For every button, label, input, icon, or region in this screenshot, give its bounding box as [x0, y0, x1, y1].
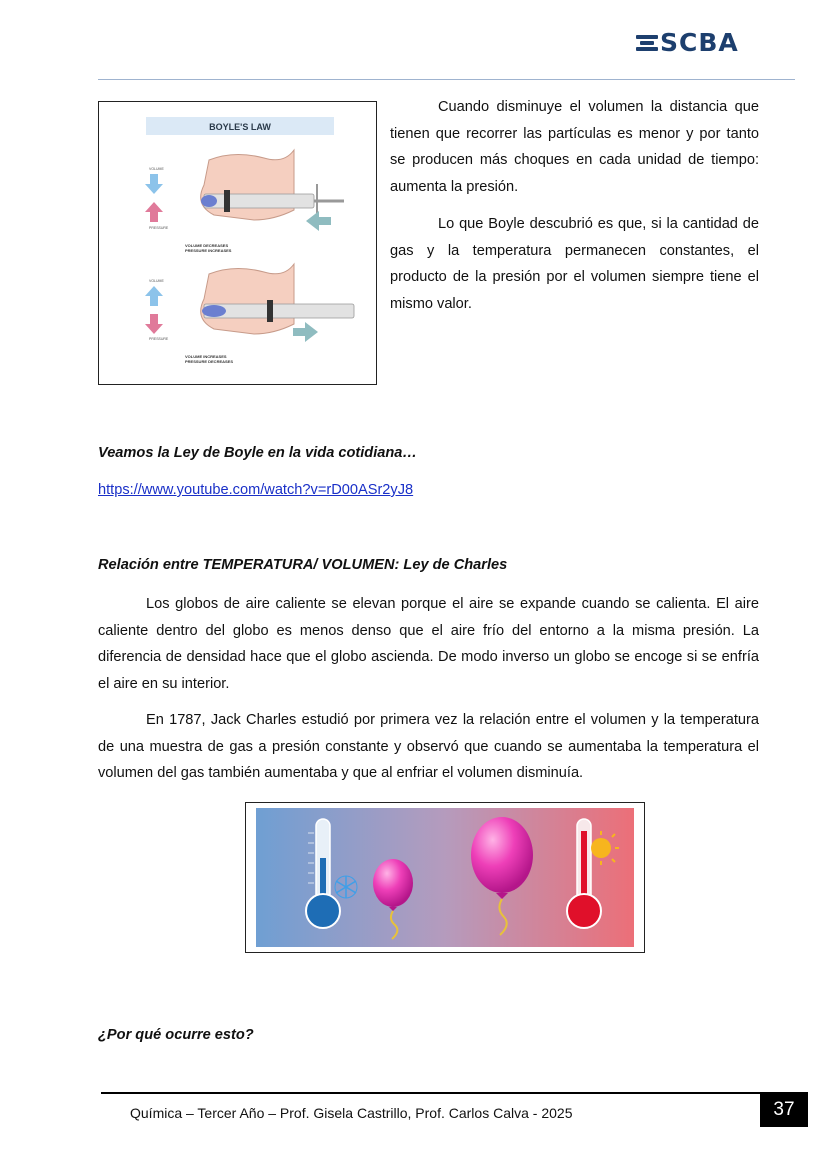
charles-law-illustration — [246, 803, 644, 952]
boyle-paragraph-1: Cuando disminuye el volumen la distancia que tienen que recorrer las partículas es menor y por tanto se producen más choques en cada unidad de tiempo: aumenta la presión. — [390, 99, 759, 195]
footer-text: Química – Tercer Año – Prof. Gisela Castrillo, Prof. Carlos Calva - 2025 — [130, 1105, 573, 1121]
logo-text: SCBA — [660, 28, 739, 57]
why-heading: ¿Por qué ocurre esto? — [98, 1027, 254, 1043]
charles-paragraph-1: Los globos de aire caliente se elevan porque el aire se expande cuando se calienta. El aire caliente dentro del globo es menos denso que el aire frío del entorno a la misma presión. La diferencia de densidad hace que el globo ascienda. De modo inverso un globo se encoge si se enfría el aire en su interior. — [98, 596, 759, 692]
scba-logo — [636, 30, 739, 56]
bottom-caption-line2: PRESSURE DECREASES — [185, 359, 234, 364]
bottom-caption-line1: VOLUME INCREASES — [185, 354, 227, 359]
pressure-up-arrow-icon — [145, 202, 163, 222]
page-number: 37 — [760, 1093, 808, 1127]
logo-bars-icon — [636, 33, 658, 53]
everyday-heading: Veamos la Ley de Boyle en la vida cotidiana… — [98, 445, 418, 461]
top-caption-line2: PRESSURE INCREASES — [185, 248, 232, 253]
bottom-pressure-label: PRESSURE — [149, 337, 169, 341]
bottom-volume-label: VOLUME — [149, 279, 164, 283]
charles-heading: Relación entre TEMPERATURA/ VOLUMEN: Ley de Charles — [98, 557, 508, 573]
footer-divider — [101, 1092, 808, 1094]
boyle-figure-title: BOYLE'S LAW — [209, 122, 271, 132]
volume-up-arrow-icon — [145, 286, 163, 306]
header-divider — [98, 79, 795, 80]
top-caption-line1: VOLUME DECREASES — [185, 243, 229, 248]
charles-paragraph-2: En 1787, Jack Charles estudió por primera vez la relación entre el volumen y la temperatura de una muestra de gas a presión constante y observó que cuando se aumentaba la temperatura el volumen del gas también aumentaba y que al enfriar el volumen disminuía. — [98, 712, 759, 781]
boyle-paragraph-2: Lo que Boyle descubrió es que, si la cantidad de gas y la temperatura permanecen constantes, el producto de la presión por el volumen siempre tiene el mismo valor. — [390, 216, 759, 312]
boyle-law-illustration — [99, 102, 376, 384]
charles-law-figure — [245, 802, 645, 953]
volume-down-arrow-icon — [145, 174, 163, 194]
top-pressure-label: PRESSURE — [149, 226, 169, 230]
youtube-link[interactable]: https://www.youtube.com/watch?v=rD00ASr2yJ8 — [98, 482, 414, 498]
top-volume-label: VOLUME — [149, 167, 164, 171]
pressure-down-arrow-icon — [145, 314, 163, 334]
boyle-law-figure — [98, 101, 377, 385]
